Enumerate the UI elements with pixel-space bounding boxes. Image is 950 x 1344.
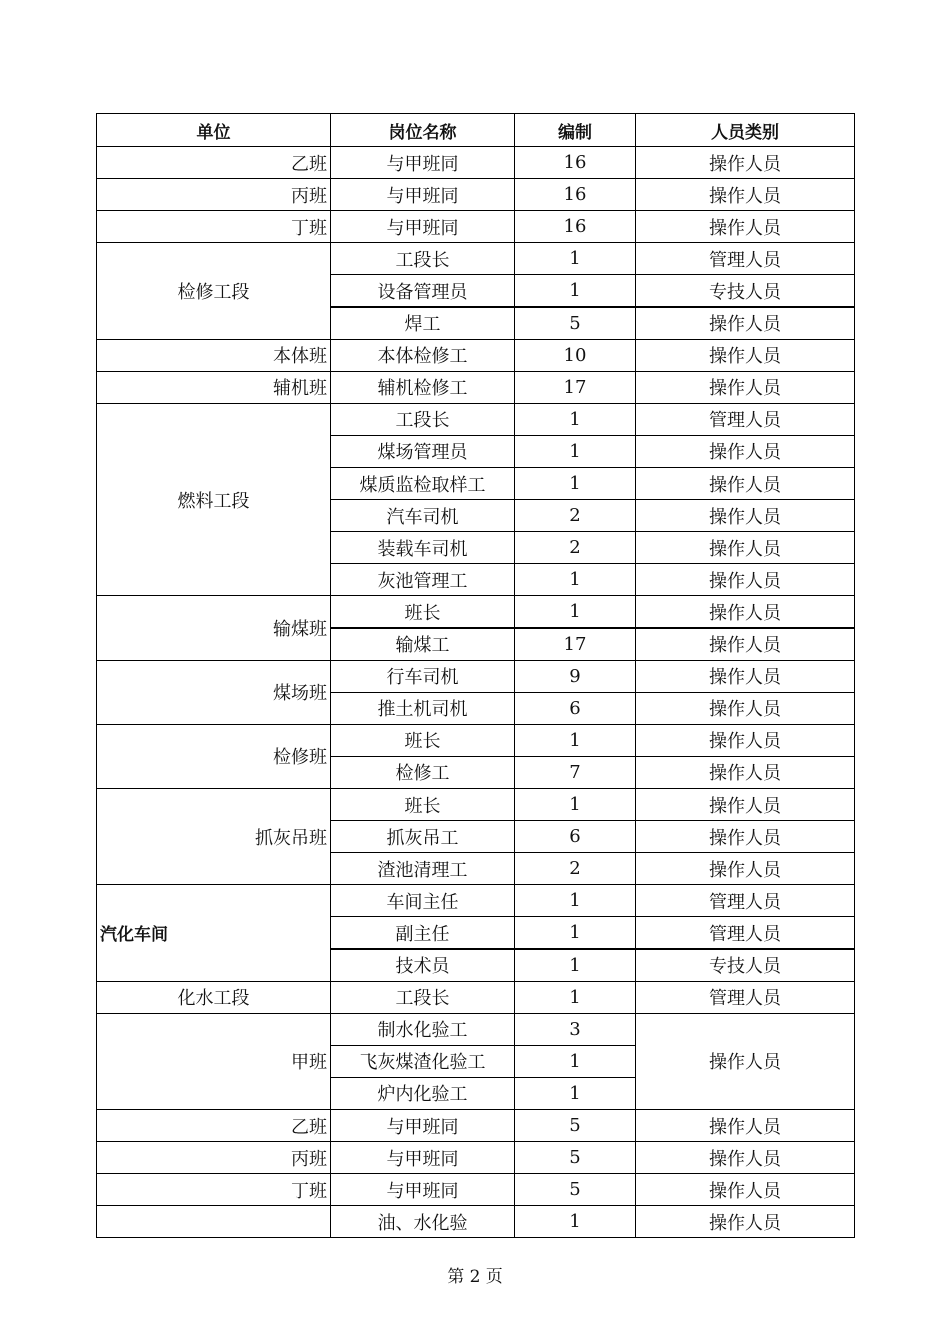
post-name-cell: 推土机司机 [330,692,515,725]
unit-cell: 辅机班 [96,371,331,404]
quota-count-cell: 3 [514,1013,636,1046]
unit-cell: 甲班 [96,1013,331,1110]
quota-count-cell: 1 [514,563,636,596]
post-name-cell: 本体检修工 [330,339,515,372]
quota-count-cell: 17 [514,371,636,404]
unit-cell: 检修班 [96,724,331,789]
unit-cell: 化水工段 [96,981,331,1014]
quota-count-cell: 1 [514,916,636,949]
post-name-cell: 工段长 [330,242,515,275]
quota-count-cell: 1 [514,435,636,468]
staff-category-cell: 操作人员 [635,339,855,372]
quota-count-cell: 1 [514,724,636,757]
staff-category-cell: 管理人员 [635,242,855,275]
staff-category-cell: 操作人员 [635,756,855,789]
quota-count-cell: 1 [514,242,636,275]
post-name-cell: 与甲班同 [330,178,515,211]
header-count: 编制 [514,113,636,147]
post-name-cell: 工段长 [330,403,515,436]
header-unit: 单位 [96,113,331,147]
staff-category-cell: 操作人员 [635,371,855,404]
staff-category-cell: 管理人员 [635,403,855,436]
post-name-cell: 班长 [330,724,515,757]
staff-category-cell: 管理人员 [635,981,855,1014]
staff-category-cell: 操作人员 [635,1173,855,1206]
staff-category-cell: 操作人员 [635,628,855,661]
post-name-cell: 班长 [330,788,515,821]
staff-category-cell: 操作人员 [635,531,855,564]
staff-category-cell: 管理人员 [635,884,855,917]
quota-count-cell: 1 [514,1205,636,1238]
quota-count-cell: 17 [514,628,636,661]
staff-category-cell: 操作人员 [635,210,855,243]
staff-category-cell: 操作人员 [635,692,855,725]
quota-count-cell: 5 [514,1109,636,1142]
unit-cell: 输煤班 [96,595,331,660]
header-category: 人员类别 [635,113,855,147]
unit-cell: 乙班 [96,146,331,179]
post-name-cell: 技术员 [330,949,515,982]
unit-cell: 汽化车间 [96,884,331,981]
post-name-cell: 检修工 [330,756,515,789]
quota-count-cell: 1 [514,981,636,1014]
quota-count-cell: 1 [514,788,636,821]
post-name-cell: 行车司机 [330,660,515,693]
unit-cell: 丙班 [96,178,331,211]
staff-category-cell: 管理人员 [635,916,855,949]
post-name-cell: 飞灰煤渣化验工 [330,1045,515,1078]
header-post: 岗位名称 [330,113,515,147]
unit-cell: 丁班 [96,210,331,243]
quota-count-cell: 1 [514,884,636,917]
quota-count-cell: 6 [514,820,636,853]
quota-count-cell: 16 [514,210,636,243]
quota-count-cell: 9 [514,660,636,693]
staff-category-cell: 操作人员 [635,1109,855,1142]
staff-category-cell: 专技人员 [635,949,855,982]
unit-cell: 煤场班 [96,660,331,725]
staff-category-cell: 专技人员 [635,274,855,307]
unit-cell: 丁班 [96,1173,331,1206]
quota-count-cell: 1 [514,949,636,982]
post-name-cell: 炉内化验工 [330,1077,515,1110]
staff-category-cell: 操作人员 [635,788,855,821]
quota-count-cell: 1 [514,1045,636,1078]
quota-count-cell: 7 [514,756,636,789]
staff-category-cell: 操作人员 [635,1013,855,1110]
post-name-cell: 设备管理员 [330,274,515,307]
staff-category-cell: 操作人员 [635,178,855,211]
post-name-cell: 车间主任 [330,884,515,917]
quota-count-cell: 1 [514,1077,636,1110]
post-name-cell: 抓灰吊工 [330,820,515,853]
staff-category-cell: 操作人员 [635,1205,855,1238]
staff-category-cell: 操作人员 [635,563,855,596]
post-name-cell: 与甲班同 [330,210,515,243]
staffing-table-sheet [96,113,854,1237]
unit-cell: 检修工段 [96,242,331,339]
quota-count-cell: 10 [514,339,636,372]
quota-count-cell: 16 [514,146,636,179]
quota-count-cell: 5 [514,1141,636,1174]
quota-count-cell: 5 [514,307,636,340]
staff-category-cell: 操作人员 [635,852,855,885]
post-name-cell: 副主任 [330,916,515,949]
post-name-cell: 输煤工 [330,628,515,661]
post-name-cell: 装载车司机 [330,531,515,564]
staff-category-cell: 操作人员 [635,499,855,532]
staff-category-cell: 操作人员 [635,724,855,757]
unit-cell: 燃料工段 [96,403,331,597]
post-name-cell: 灰池管理工 [330,563,515,596]
quota-count-cell: 2 [514,852,636,885]
quota-count-cell: 1 [514,274,636,307]
quota-count-cell: 1 [514,595,636,628]
page-number-footer: 第 2 页 [447,1267,503,1287]
quota-count-cell: 1 [514,467,636,500]
post-name-cell: 班长 [330,595,515,628]
post-name-cell: 渣池清理工 [330,852,515,885]
post-name-cell: 焊工 [330,307,515,340]
post-name-cell: 汽车司机 [330,499,515,532]
post-name-cell: 煤质监检取样工 [330,467,515,500]
post-name-cell: 与甲班同 [330,1109,515,1142]
quota-count-cell: 1 [514,403,636,436]
post-name-cell: 辅机检修工 [330,371,515,404]
post-name-cell: 制水化验工 [330,1013,515,1046]
post-name-cell: 油、水化验 [330,1205,515,1238]
quota-count-cell: 6 [514,692,636,725]
staff-category-cell: 操作人员 [635,467,855,500]
quota-count-cell: 2 [514,499,636,532]
quota-count-cell: 16 [514,178,636,211]
unit-cell: 乙班 [96,1109,331,1142]
staff-category-cell: 操作人员 [635,146,855,179]
staff-category-cell: 操作人员 [635,595,855,628]
quota-count-cell: 2 [514,531,636,564]
unit-cell [96,1205,331,1238]
post-name-cell: 与甲班同 [330,146,515,179]
staff-category-cell: 操作人员 [635,435,855,468]
post-name-cell: 与甲班同 [330,1173,515,1206]
unit-cell: 本体班 [96,339,331,372]
post-name-cell: 工段长 [330,981,515,1014]
quota-count-cell: 5 [514,1173,636,1206]
unit-cell: 丙班 [96,1141,331,1174]
staff-category-cell: 操作人员 [635,307,855,340]
post-name-cell: 煤场管理员 [330,435,515,468]
post-name-cell: 与甲班同 [330,1141,515,1174]
unit-cell: 抓灰吊班 [96,788,331,885]
staff-category-cell: 操作人员 [635,820,855,853]
staff-category-cell: 操作人员 [635,660,855,693]
staff-category-cell: 操作人员 [635,1141,855,1174]
